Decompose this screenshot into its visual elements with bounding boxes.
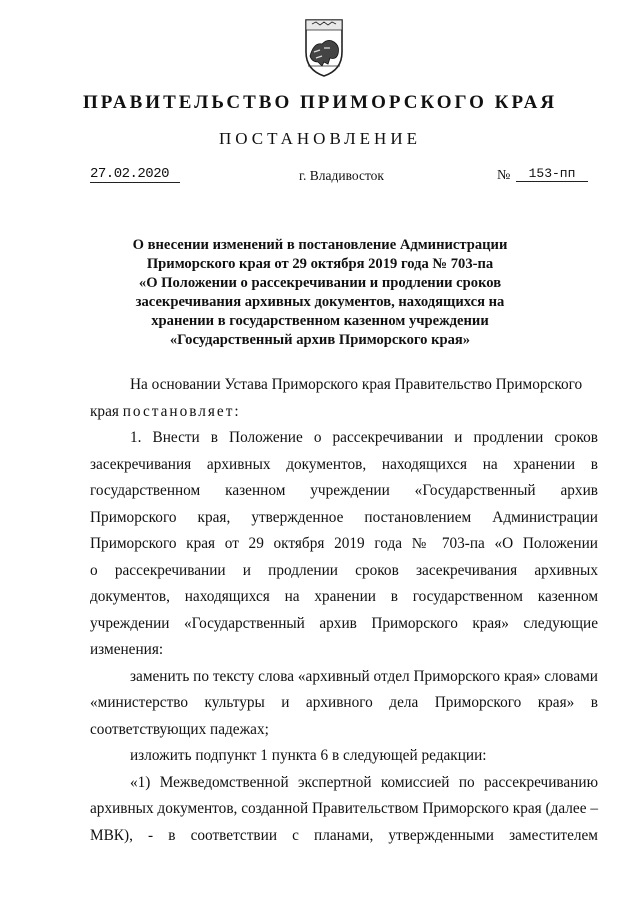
item-line: Приморского края от 29 октября 2019 года № 703-па «О Положении bbox=[90, 535, 598, 552]
document-date: 27.02.2020 bbox=[90, 166, 180, 183]
quote-line: МВК), - в соответствии с планами, утвержденными заместителем bbox=[90, 826, 598, 844]
subject-line: засекречивания архивных документов, находящихся на bbox=[135, 294, 505, 310]
subject-line: «Государственный архив Приморского края» bbox=[169, 332, 471, 348]
item-line: изменения: bbox=[90, 641, 164, 658]
quote-line: «1) Межведомственной экспертной комиссией по рассекречиванию bbox=[130, 773, 598, 791]
subject-line: хранении в государственном казенном учреждении bbox=[151, 313, 489, 329]
number-label: № bbox=[497, 168, 511, 183]
organization-title: ПРАВИТЕЛЬСТВО ПРИМОРСКОГО КРАЯ bbox=[82, 92, 558, 113]
change-line: соответствующих падежах; bbox=[90, 720, 269, 738]
document-subject bbox=[100, 236, 540, 350]
preamble-line: На основании Устава Приморского края Правительство Приморского bbox=[130, 376, 583, 393]
coat-of-arms-icon bbox=[300, 16, 348, 78]
document-number: 153-пп bbox=[516, 166, 588, 182]
item-line: учреждении «Государственный архив Приморского края» следующие bbox=[90, 614, 598, 632]
item-line: документов, находящихся на хранении в государственном казенном bbox=[90, 588, 598, 605]
item-line: о рассекречивании и продлении сроков засекречивания архивных bbox=[90, 561, 598, 579]
document-city: г. Владивосток bbox=[299, 168, 384, 183]
preamble-line bbox=[90, 399, 598, 426]
change-line: изложить подпункт 1 пункта 6 в следующей редакции: bbox=[130, 747, 487, 764]
document-body bbox=[90, 372, 598, 849]
resolution-keyword: постановляет: bbox=[122, 402, 241, 420]
item-line: 1. Внести в Положение о рассекречивании и продлении сроков bbox=[130, 429, 598, 446]
document-type: ПОСТАНОВЛЕНИЕ bbox=[218, 129, 421, 148]
change-line: заменить по тексту слова «архивный отдел Приморского края» словами bbox=[130, 667, 598, 685]
item-line: государственном казенном учреждении «Государственный архив bbox=[90, 482, 598, 499]
document-meta-row bbox=[0, 166, 640, 188]
subject-line: «О Положении о рассекречивании и продлении сроков bbox=[138, 275, 502, 291]
change-line: «министерство культуры и архивного дела Приморского края» в bbox=[90, 694, 598, 711]
quote-line: архивных документов, созданной Правительством Приморского края (далее – bbox=[90, 800, 598, 817]
preamble-text: края bbox=[90, 402, 123, 420]
subject-line: Приморского края от 29 октября 2019 года № 703-па bbox=[146, 256, 494, 272]
item-line: засекречивания архивных документов, находящихся на хранении в bbox=[90, 455, 598, 473]
subject-line: О внесении изменений в постановление Администрации bbox=[132, 237, 508, 253]
item-line: Приморского края, утвержденное постановлением Администрации bbox=[90, 508, 598, 526]
